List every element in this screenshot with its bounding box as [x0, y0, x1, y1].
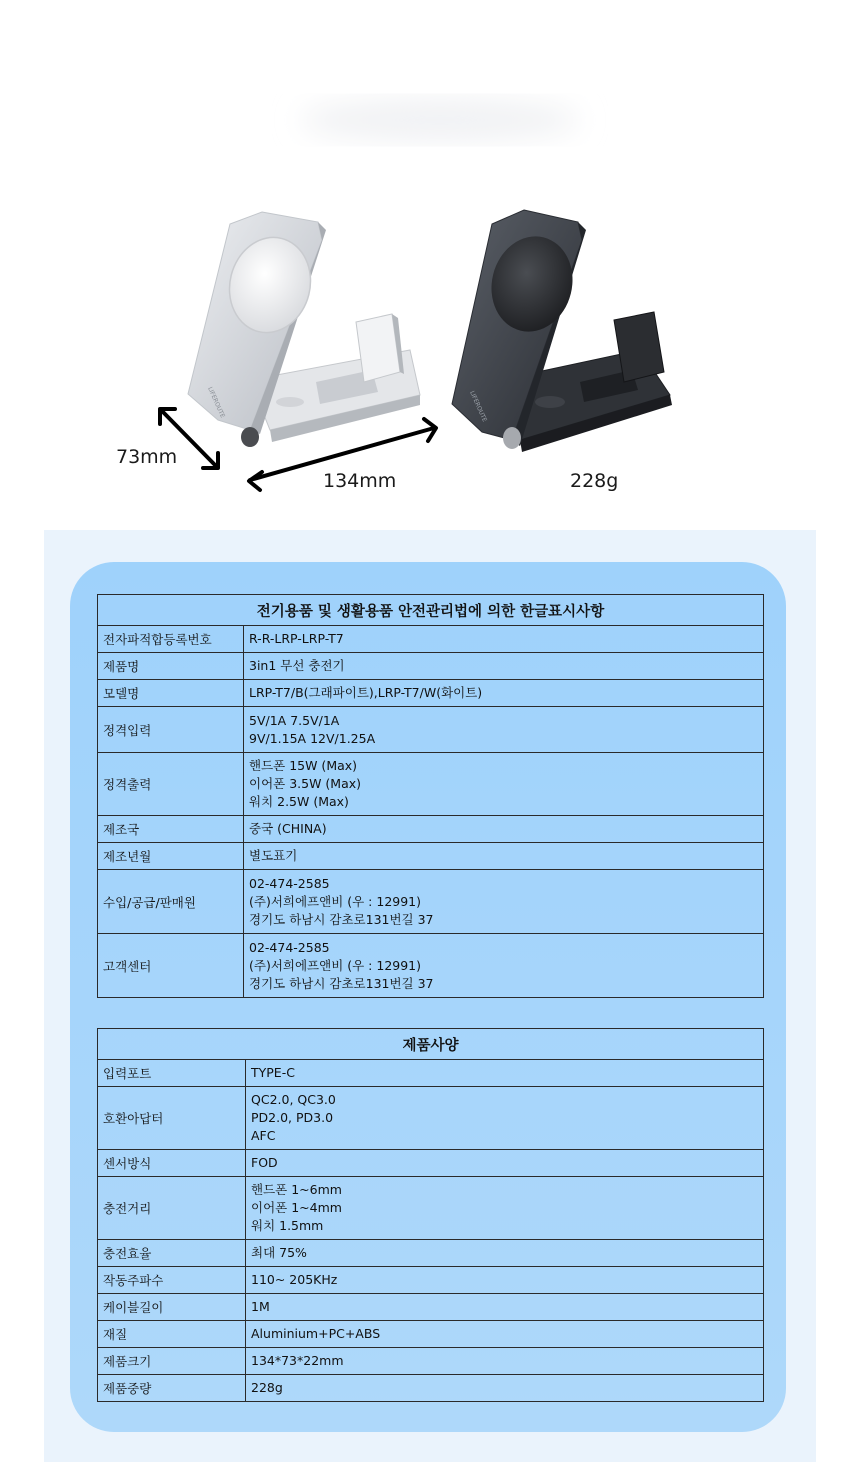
row-label: 제조국: [98, 816, 244, 843]
row-label: 정격입력: [98, 707, 244, 753]
width-dimension-label: 134mm: [323, 470, 397, 492]
row-value: TYPE-C: [246, 1060, 764, 1087]
row-label: 입력포트: [98, 1060, 246, 1087]
table-row: [98, 753, 764, 816]
table-row: [98, 1177, 764, 1240]
row-value: 1M: [246, 1294, 764, 1321]
table-row: [98, 1348, 764, 1375]
row-label: 제품크기: [98, 1348, 246, 1375]
black-charger-image: [452, 210, 672, 452]
row-label: 전자파적합등록번호: [98, 626, 244, 653]
table-row: [98, 816, 764, 843]
white-charger-image: [188, 212, 420, 447]
product-spec-table: [97, 1028, 764, 1402]
table-row: [98, 1060, 764, 1087]
row-value: Aluminium+PC+ABS: [246, 1321, 764, 1348]
table-row: [98, 707, 764, 753]
row-label: 작동주파수: [98, 1267, 246, 1294]
table-row: [98, 1294, 764, 1321]
row-value: 최대 75%: [246, 1240, 764, 1267]
spec-table-title: 제품사양: [98, 1029, 764, 1060]
row-value: R-R-LRP-LRP-T7: [244, 626, 764, 653]
row-label: 호환아답터: [98, 1087, 246, 1150]
row-label: 정격출력: [98, 753, 244, 816]
table-row: [98, 653, 764, 680]
row-value: QC2.0, QC3.0 PD2.0, PD3.0 AFC: [246, 1087, 764, 1150]
table-row: [98, 934, 764, 998]
black-brand-print: LIFEROUTE: [468, 389, 489, 424]
row-value: 02-474-2585 (주)서희에프앤비 (우 : 12991) 경기도 하남시 감초로131번길 37: [244, 934, 764, 998]
table-row: [98, 843, 764, 870]
row-value: 3in1 무선 충전기: [244, 653, 764, 680]
row-label: 재질: [98, 1321, 246, 1348]
row-label: 고객센터: [98, 934, 244, 998]
row-label: 제조년월: [98, 843, 244, 870]
row-label: 수입/공급/판매원: [98, 870, 244, 934]
row-value: 110~ 205KHz: [246, 1267, 764, 1294]
height-dimension-label: 73mm: [116, 446, 178, 468]
row-label: 충전효율: [98, 1240, 246, 1267]
row-value: 핸드폰 1~6mm 이어폰 1~4mm 워치 1.5mm: [246, 1177, 764, 1240]
row-value: FOD: [246, 1150, 764, 1177]
row-label: 제품중량: [98, 1375, 246, 1402]
product-image-section: [0, 0, 860, 530]
row-value: 228g: [246, 1375, 764, 1402]
table-row: [98, 626, 764, 653]
row-label: 케이블길이: [98, 1294, 246, 1321]
table-row: [98, 1267, 764, 1294]
safety-label-table: [97, 594, 764, 998]
row-label: 모델명: [98, 680, 244, 707]
row-label: 충전거리: [98, 1177, 246, 1240]
table-row: [98, 1240, 764, 1267]
safety-table-title: 전기용품 및 생활용품 안전관리법에 의한 한글표시사항: [98, 595, 764, 626]
row-label: 제품명: [98, 653, 244, 680]
row-value: 중국 (CHINA): [244, 816, 764, 843]
row-value: 별도표기: [244, 843, 764, 870]
row-value: 02-474-2585 (주)서희에프앤비 (우 : 12991) 경기도 하남시 감초로131번길 37: [244, 870, 764, 934]
row-value: 핸드폰 15W (Max) 이어폰 3.5W (Max) 워치 2.5W (Max): [244, 753, 764, 816]
row-value: 5V/1A 7.5V/1A 9V/1.15A 12V/1.25A: [244, 707, 764, 753]
weight-label: 228g: [570, 470, 619, 492]
table-row: [98, 680, 764, 707]
row-value: LRP-T7/B(그래파이트),LRP-T7/W(화이트): [244, 680, 764, 707]
row-label: 센서방식: [98, 1150, 246, 1177]
table-row: [98, 870, 764, 934]
table-row: [98, 1375, 764, 1402]
table-row: [98, 1150, 764, 1177]
table-row: [98, 1087, 764, 1150]
table-row: [98, 1321, 764, 1348]
white-brand-print: LIFEROUTE: [206, 385, 227, 420]
row-value: 134*73*22mm: [246, 1348, 764, 1375]
